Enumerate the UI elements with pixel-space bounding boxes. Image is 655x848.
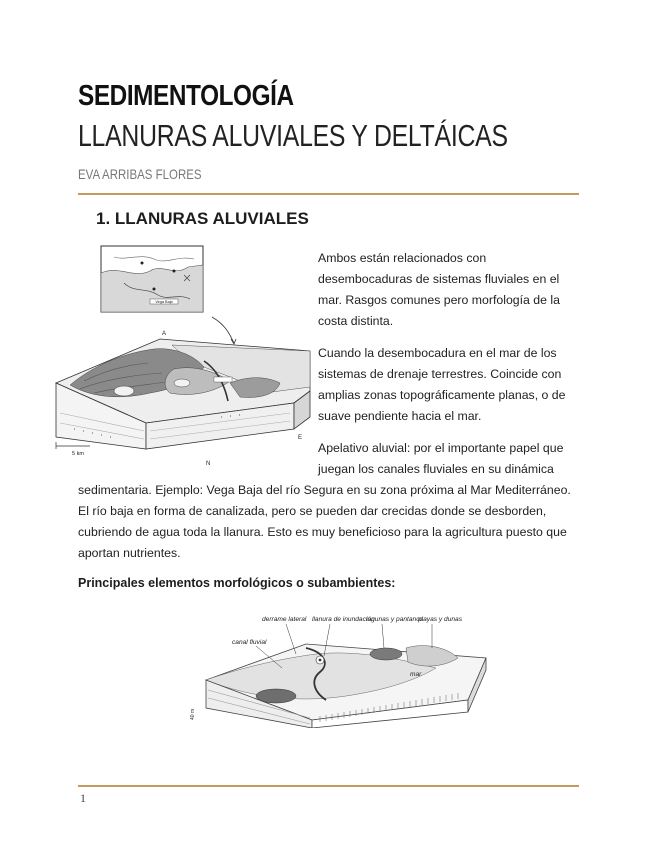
- label-depth: 40 m: [190, 708, 196, 720]
- subenvironments-heading: Principales elementos morfológicos o subambientes:: [78, 576, 396, 590]
- label-derrame: derrame lateral: [262, 616, 307, 623]
- paragraph-3-start: Apelativo aluvial: por el importante papel que juegan los canales fluviales en su dinámica: [318, 441, 564, 476]
- label-lagunas: lagunas y pantanos: [366, 616, 424, 623]
- label-mar: mar: [410, 671, 422, 678]
- point-a-label: A: [162, 331, 167, 337]
- compass-e-label: E: [298, 435, 303, 441]
- label-canal: canal fluvial: [232, 639, 267, 646]
- alluvial-plain-block-diagram: [54, 243, 312, 468]
- header-divider: [78, 193, 579, 195]
- label-llanura: llanura de inundación: [312, 616, 375, 623]
- paragraph-3-rest: sedimentaria. Ejemplo: Vega Baja del río Segura en su zona próxima al Mar Mediterráneo. El río baja en forma de canalizada, pero se pueden dar crecidas donde se desborden, cubriendo de agua toda la llanura. Esto es muy beneficioso para la agricultura puesto que aportan nutrientes.: [78, 483, 571, 560]
- subenvironments-diagram: [186, 608, 488, 728]
- block-diagram: [56, 331, 310, 467]
- compass-n-label: N: [206, 461, 211, 467]
- footer-divider: [78, 785, 579, 787]
- paragraph-2: Cuando la desembocadura en el mar de los sistemas de drenaje terrestres. Coincide con amplias zonas topográficamente planas, o de suave pendiente hacia el mar.: [318, 346, 566, 423]
- page-number: 1: [80, 791, 86, 805]
- scale-label: 5 km: [72, 451, 84, 457]
- document-subtitle: LLANURAS ALUVIALES Y DELTÁICAS: [78, 118, 508, 153]
- document-author: EVA ARRIBAS FLORES: [78, 166, 202, 182]
- paragraph-1: Ambos están relacionados con desembocaduras de sistemas fluviales en el mar. Rasgos comunes pero morfología de la costa distinta.: [318, 251, 560, 328]
- map-label: Vega Baja: [155, 300, 173, 304]
- section-heading: 1. LLANURAS ALUVIALES: [96, 209, 309, 228]
- location-map-inset: [101, 246, 203, 312]
- document-title: SEDIMENTOLOGÍA: [78, 80, 294, 112]
- label-playas: playas y dunas: [418, 616, 462, 623]
